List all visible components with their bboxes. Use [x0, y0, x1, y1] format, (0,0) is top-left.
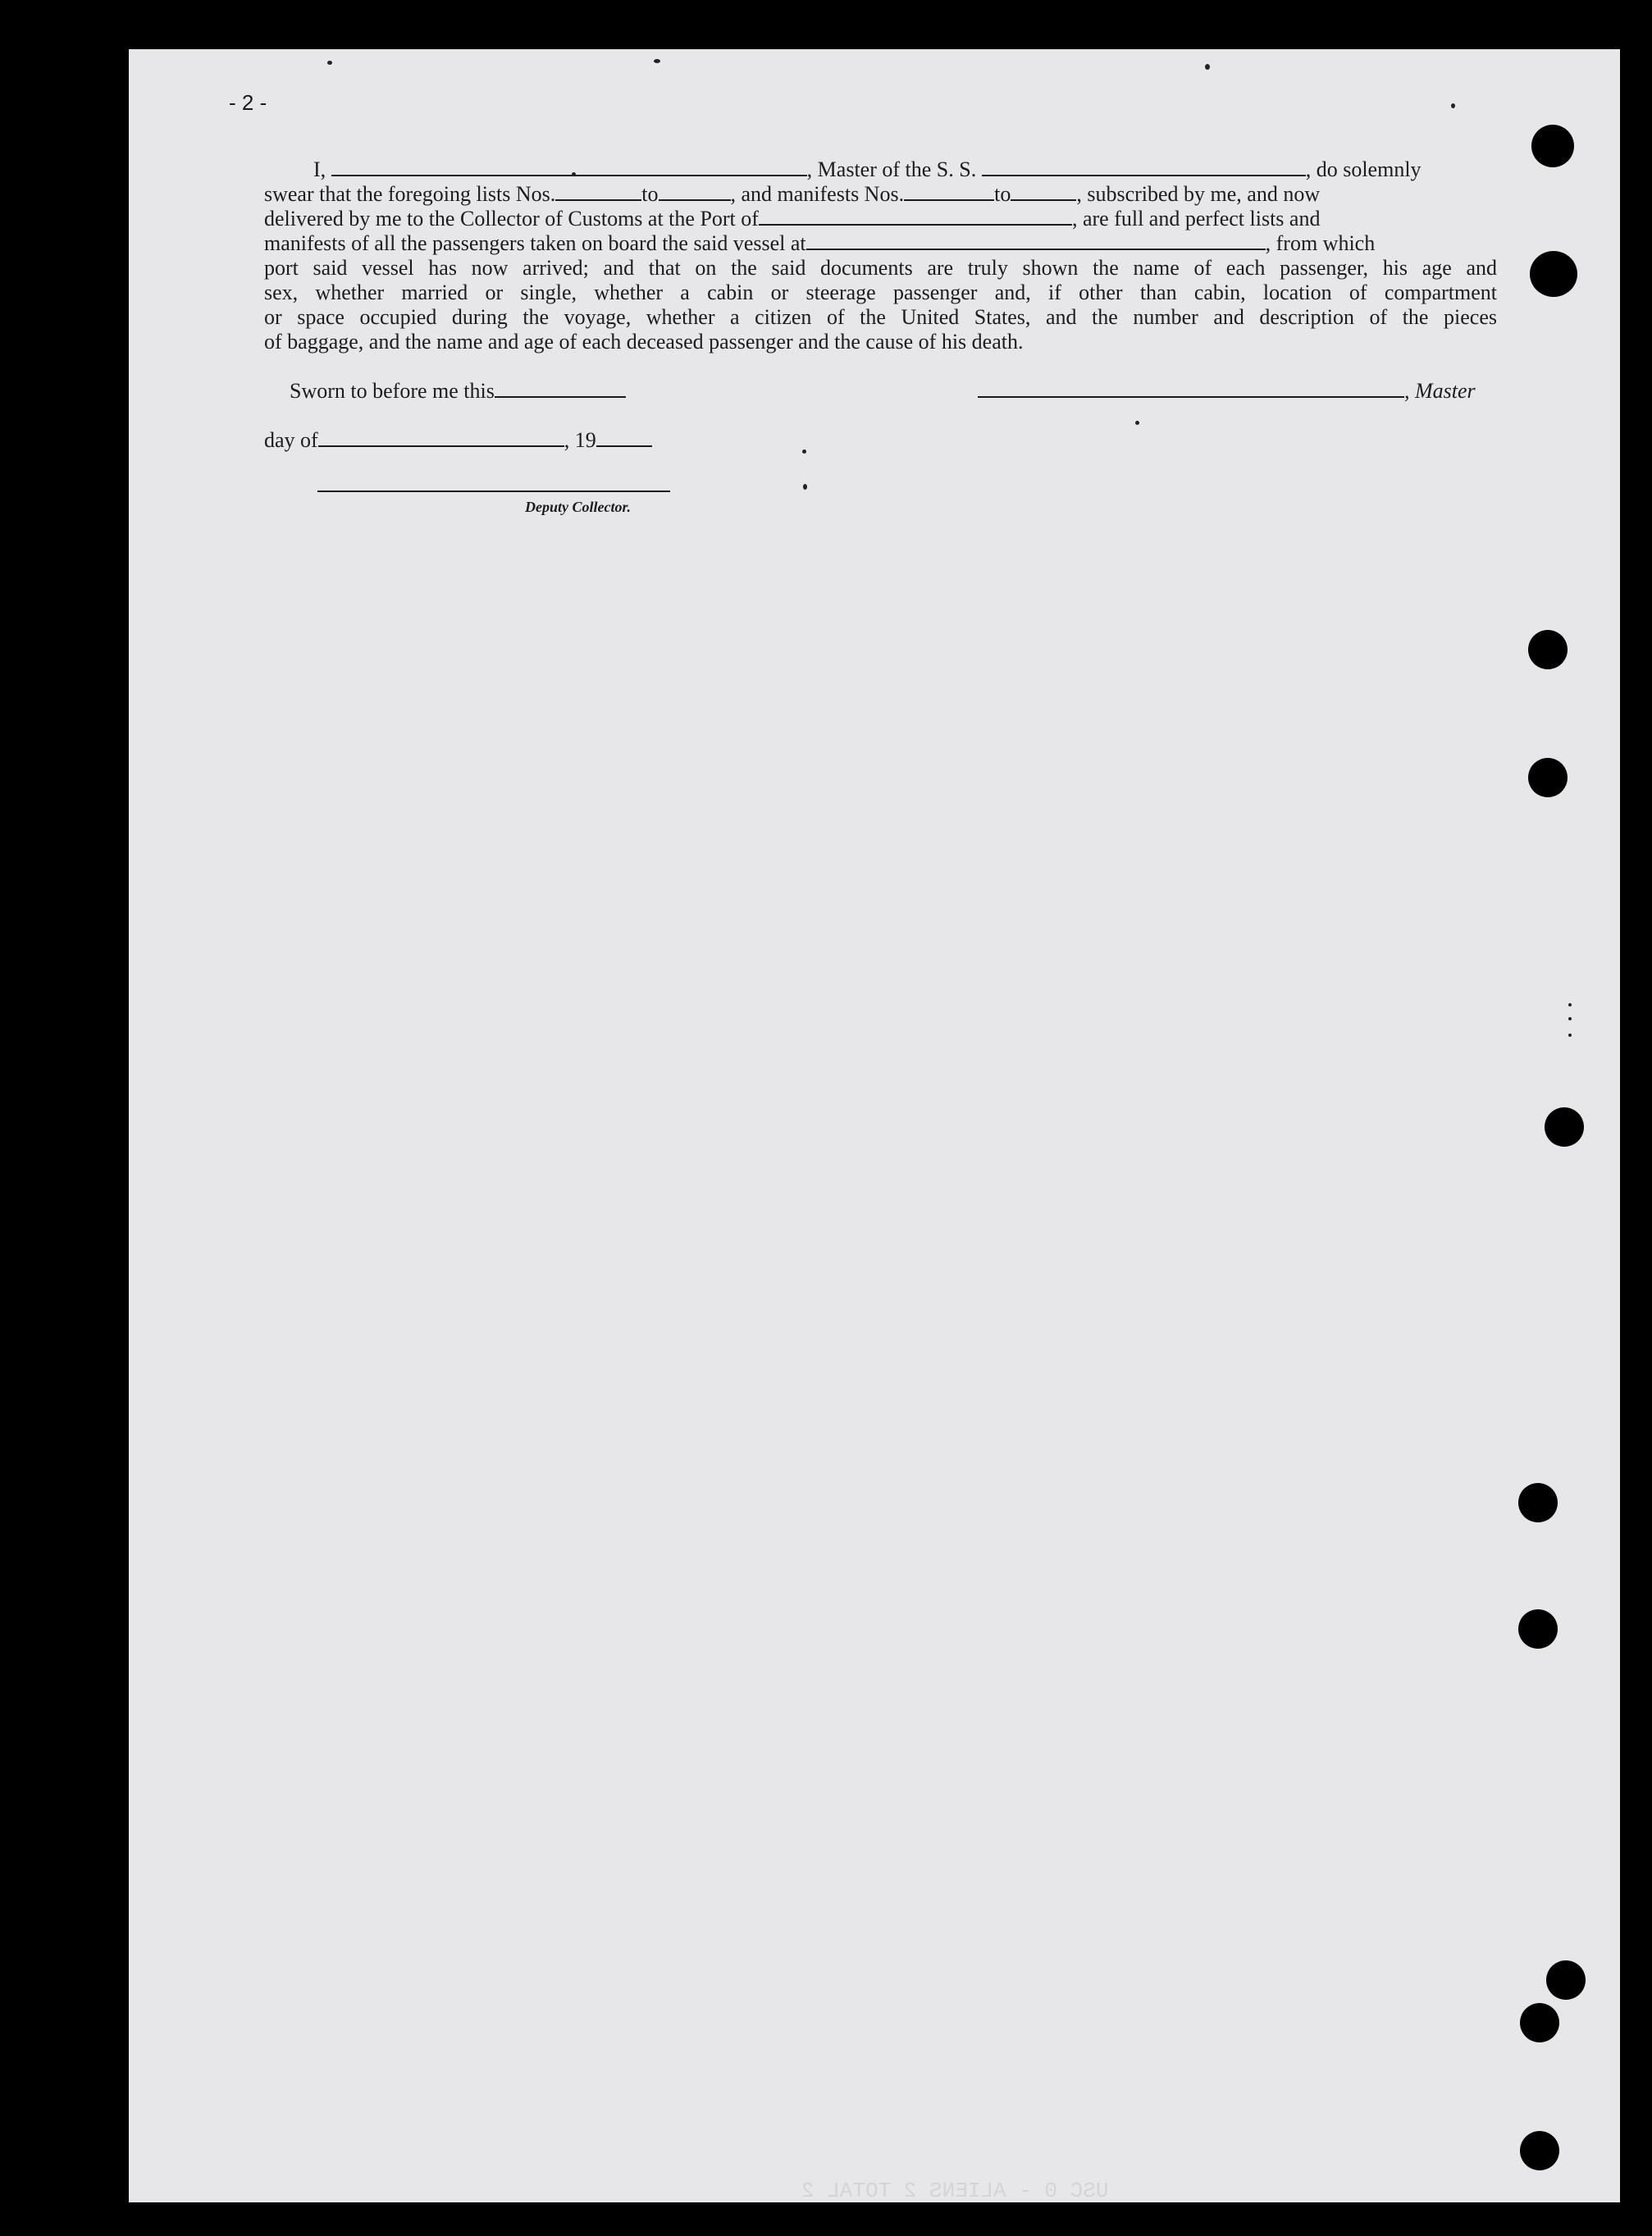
punch-hole: [1531, 125, 1574, 167]
year-prefix: , 19: [564, 428, 596, 452]
day-of-label: day of: [264, 428, 318, 452]
dust-speck: [1568, 1034, 1572, 1037]
deputy-collector-label: Deputy Collector.: [525, 499, 631, 515]
manifest-to-blank: [1011, 183, 1076, 201]
page-corner-mark: - 2 -: [229, 90, 267, 115]
dust-speck: [327, 61, 332, 65]
list-to-blank: [659, 183, 731, 201]
dust-speck: [802, 449, 806, 454]
ship-name-blank: [982, 158, 1306, 176]
punch-hole: [1520, 2131, 1559, 2170]
dust-speck: [1135, 421, 1139, 425]
punch-hole: [1546, 1960, 1586, 2000]
oath-text: swear that the foregoing lists Nos.: [264, 182, 556, 206]
punch-hole: [1518, 1609, 1558, 1649]
oath-text: , Master of the S. S.: [806, 157, 977, 181]
port-blank: [759, 208, 1072, 226]
master-label: , Master: [1404, 379, 1476, 403]
dust-speck: [572, 172, 576, 176]
oath-text: manifests of all the passengers taken on board the said vessel at: [264, 231, 806, 255]
oath-line-7: or space occupied during the voyage, whether a citizen of the United States, and the number and description of the pieces: [264, 305, 1497, 329]
month-blank: [318, 429, 564, 447]
bleed-through-footer: USC 0 - ALIENS 2 TOTAL 2: [801, 2179, 1109, 2203]
dust-speck: [1451, 103, 1455, 108]
oath-text: , and manifests Nos.: [730, 182, 905, 206]
name-blank: [331, 158, 807, 176]
punch-hole: [1518, 1483, 1558, 1522]
punch-hole: [1520, 2003, 1559, 2042]
oath-line-3: [264, 207, 1497, 231]
oath-text: to: [641, 182, 659, 206]
master-signature-blank: [978, 380, 1404, 398]
oath-line-2: [264, 182, 1497, 207]
oath-text: , do solemnly: [1305, 157, 1422, 181]
oath-line-6: sex, whether married or single, whether a cabin or steerage passenger and, if other than cabin, location of compartment: [264, 281, 1497, 304]
oath-text: delivered by me to the Collector of Customs at the Port of: [264, 207, 759, 230]
punch-hole: [1528, 630, 1568, 669]
deputy-collector-rule: [317, 491, 670, 492]
oath-line-8: of baggage, and the name and age of each deceased passenger and the cause of his death.: [264, 330, 1024, 354]
punch-hole: [1530, 251, 1577, 297]
master-signature-line: [978, 379, 1476, 404]
dust-speck: [1568, 1017, 1572, 1020]
oath-text: I,: [313, 157, 326, 181]
oath-paragraph: [264, 157, 1497, 354]
sworn-day-blank: [495, 380, 626, 398]
year-blank: [596, 429, 652, 447]
sworn-line: [290, 379, 626, 404]
embark-port-blank: [806, 232, 1266, 250]
dust-speck: [803, 484, 807, 490]
manifest-from-blank: [904, 183, 994, 201]
oath-line-1: [264, 157, 1497, 182]
dust-speck: [1205, 64, 1210, 70]
day-of-line: [264, 428, 652, 453]
punch-hole: [1545, 1107, 1584, 1147]
oath-text: to: [994, 182, 1011, 206]
document-page: [129, 49, 1620, 2202]
oath-line-4: [264, 231, 1497, 256]
oath-text: , subscribed by me, and now: [1076, 182, 1321, 206]
punch-hole: [1528, 758, 1568, 797]
dust-speck: [1568, 1003, 1572, 1006]
oath-line-5: port said vessel has now arrived; and that on the said documents are truly shown the name of each passenger, his age and: [264, 256, 1497, 280]
dust-speck: [654, 59, 660, 63]
oath-text: , are full and perfect lists and: [1071, 207, 1321, 230]
list-from-blank: [555, 183, 641, 201]
oath-text: , from which: [1265, 231, 1376, 255]
sworn-label: Sworn to before me this: [290, 379, 495, 403]
